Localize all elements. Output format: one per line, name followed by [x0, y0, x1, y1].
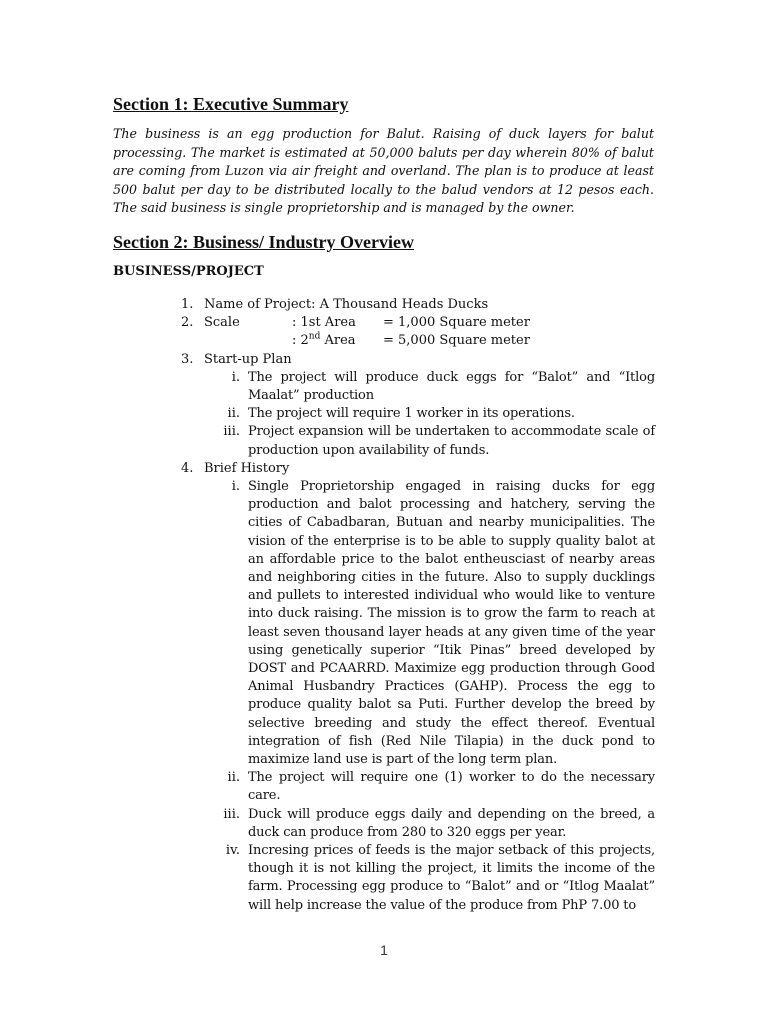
- roman-numeral: i.: [231, 369, 240, 385]
- roman-numeral: ii.: [227, 406, 240, 422]
- list-item-scale: [0, 314, 768, 332]
- scale-row-2: [0, 332, 768, 350]
- scale-value-2: = 5,000 Square meter: [383, 333, 530, 349]
- history-subitem: [0, 478, 768, 769]
- business-project-subheading: BUSINESS/PROJECT: [113, 264, 264, 279]
- list-number: 3.: [181, 351, 194, 367]
- list-number: 1.: [181, 297, 194, 312]
- scale-area-2: : 2nd Area: [292, 332, 356, 349]
- history-subitem-text: Incresing prices of feeds is the major setback of this projects, though it is not killing the project, it limits the income of the farm. Processing egg produce to “Balot” and or “Itlog Maalat” will help increase the value of the produce from PhP 7.00 to: [248, 843, 655, 913]
- startup-subitem-text: Project expansion will be undertaken to accommodate scale of production upon availability of funds.: [248, 424, 655, 458]
- section1-heading: Section 1: Executive Summary: [113, 94, 349, 114]
- roman-numeral: ii.: [227, 770, 240, 786]
- startup-subitem: [0, 405, 768, 423]
- history-subitem-text: Single Proprietorship engaged in raising ducks for egg production and balot processing and hatchery, serving the cities of Cabadbaran, Butuan and nearby municipalities. The vision of the enterprise is to be able to supply quality balot at an affordable price to the balot entheusciast of nearby areas and neighboring cities in the future. Also to supply ducklings and pullets to interested individual who would like to venture into duck raising. The mission is to grow the farm to reach at least seven thousand layer heads at any given time of the year using genetically superior “Itik Pinas” breed developed by DOST and PCAARRD. Maximize egg production through Good Animal Husbandry Practices (GAHP). Process the egg to produce quality balot sa Puti. Further develop the breed by selective breeding and study the effect thereof. Eventual integration of fish (Red Nile Tilapia) in the duck pond to maximize land use is part of the long term plan.: [248, 478, 655, 767]
- roman-numeral: iii.: [223, 806, 240, 822]
- brief-history-label: Brief History: [204, 460, 290, 476]
- project-name-text: Name of Project: A Thousand Heads Ducks: [204, 297, 489, 312]
- list-item-project-name: [0, 296, 768, 314]
- scale-value-1: = 1,000 Square meter: [383, 315, 530, 331]
- executive-summary-paragraph: The business is an egg production for Balut. Raising of duck layers for balut processing. The market is estimated at 50,000 baluts per day wherein 80% of balut are coming from Luzon via air freight and overland. The plan is to produce at least 500 balut per day to be distributed locally to the balud vendors at 12 pesos each. The said business is single proprietorship and is managed by the owner.: [113, 126, 654, 215]
- scale-label: Scale: [204, 315, 240, 331]
- roman-numeral: iv.: [225, 843, 240, 859]
- roman-numeral: iii.: [223, 424, 240, 440]
- history-subitem: [0, 806, 768, 842]
- startup-subitem-text: The project will require 1 worker in its operations.: [248, 406, 575, 422]
- list-number: 2.: [181, 315, 194, 331]
- page-number: 1: [380, 942, 388, 958]
- business-project-list: [0, 296, 768, 915]
- history-subitem: [0, 769, 768, 805]
- startup-plan-label: Start-up Plan: [204, 351, 292, 367]
- roman-numeral: i.: [231, 478, 240, 494]
- list-number: 4.: [181, 460, 194, 476]
- list-item-startup-plan: [0, 351, 768, 369]
- scale-area-1: : 1st Area: [292, 315, 356, 331]
- history-subitem-text: The project will require one (1) worker to do the necessary care.: [248, 770, 655, 804]
- history-subitem: [0, 842, 768, 915]
- history-subitem-text: Duck will produce eggs daily and depending on the breed, a duck can produce from 280 to 320 eggs per year.: [248, 806, 655, 840]
- startup-subitem-text: The project will produce duck eggs for “Balot” and “Itlog Maalat” production: [248, 369, 655, 403]
- startup-subitem: [0, 369, 768, 405]
- section2-heading: Section 2: Business/ Industry Overview: [113, 232, 415, 252]
- startup-subitem: [0, 423, 768, 459]
- list-item-brief-history: [0, 460, 768, 478]
